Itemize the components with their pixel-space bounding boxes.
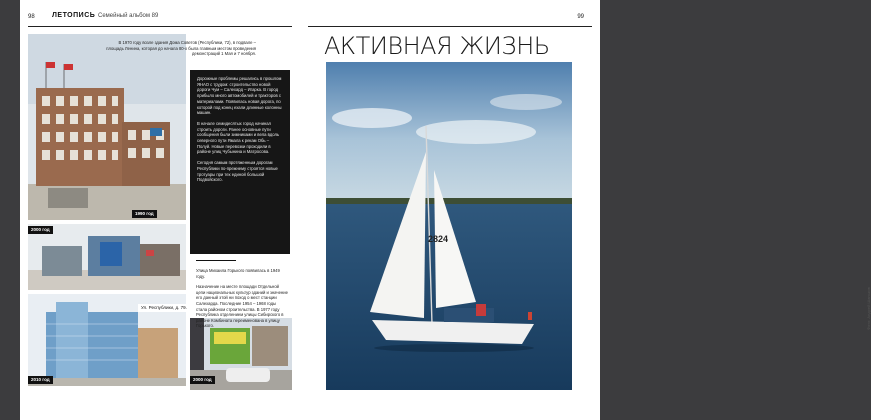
photo-tag-1990: 1990 год (132, 210, 157, 218)
caption-rule (196, 260, 236, 261)
page-number-left: 98 (28, 14, 35, 20)
header-rule-right (308, 26, 592, 27)
section-title: АКТИВНАЯ ЖИЗНЬ (324, 32, 550, 60)
photo-tag-2000-a: 2000 год (28, 226, 53, 234)
sidebar-paragraph: Дорожные проблемы решались в прошлом ЯНАО с трудом: строительство новой дороги Чум – Салехард – Игарка. В город прибыло много автомобилей и тракторов с материалами. Появилась новая дорога, по которой под конец ехали длинные колонны машин. (197, 76, 282, 116)
photo-credit: Фото: Андрей Шаньков (866, 287, 871, 330)
rubric-subtitle: Семейный альбом 89 (98, 13, 159, 19)
photo-government-house (28, 34, 186, 220)
sidebar-paragraph: В начале семидесятых город начинал строить дороги. Ранее основные пути сообщения были зимниками и вела вдоль северного пути Ямала к рекам Обь – Полуй. Новые перевозки проходили в районе улиц Чубынина и Матросова. (197, 120, 280, 155)
photo-tag-2000-b: 2000 год (190, 376, 215, 384)
sail-number: 2824 (428, 234, 449, 244)
history-sidebar (190, 70, 290, 254)
gorky-street-caption (196, 268, 288, 334)
caption-paragraph: Улица Михаила Горького появилась в 1949 году. (196, 268, 280, 279)
photo-sailboat (326, 62, 572, 390)
top-caption: В 1970 году возле здания Дома Советов (Республики, 72), в подвале – площадь Ленина, которая до начала 80-х была главным местом проведения демонстраций 1 Мая и 7 ноября. (106, 40, 256, 57)
right-page (300, 0, 871, 420)
sidebar-paragraph: Сегодня самым протяженным дорогам Республики по-прежнему строятся новые тротуары при тех единой большой Подвойского. (197, 160, 278, 183)
left-page (20, 0, 300, 420)
header-rule (28, 26, 292, 27)
rubric-title: ЛЕТОПИСЬ (52, 12, 96, 19)
photo-tag-2010: 2010 год (28, 376, 53, 384)
photo-sailboat-image (326, 62, 572, 390)
page-number-right: 99 (577, 14, 584, 20)
caption-paragraph: Назначение на месте площади Отдельной цепи национальных культур зданий и значение его данный этой ни поход о мест станции Салехарда. Последние 1954 – 1968 годы стала районом строительства. В 1977 году Республика отделением улицы Сибирского в районе Комбината переименована в улицу Горького. (196, 284, 288, 329)
photo-government-house-image (28, 34, 186, 220)
photo-address-tag: Ул. Республики, д. 79. (138, 304, 190, 312)
